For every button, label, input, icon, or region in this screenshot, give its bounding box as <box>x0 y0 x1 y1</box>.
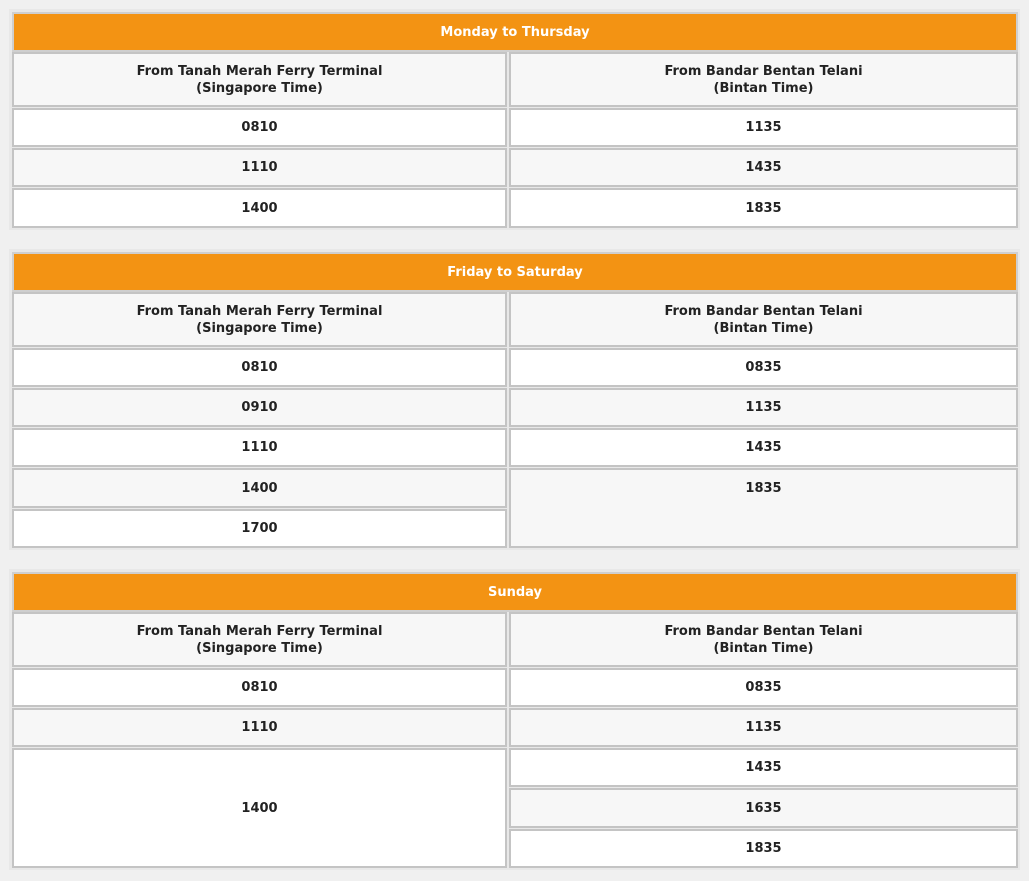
column-header-bintan <box>509 292 1018 347</box>
departure-time-cell: 0835 <box>509 348 1018 387</box>
departure-time-cell: 0910 <box>12 388 507 427</box>
column-header-line: From Tanah Merah Ferry Terminal <box>136 303 383 319</box>
column-header-bintan <box>509 612 1018 667</box>
departure-time-cell: 1400 <box>12 188 507 228</box>
departure-time-cell: 1400 <box>12 468 507 508</box>
table-title: Sunday <box>12 572 1018 612</box>
schedule-table-friday-saturday <box>9 249 1020 550</box>
column-header-line: From Bandar Bentan Telani <box>664 623 863 639</box>
column-header-singapore <box>12 52 507 107</box>
departure-time-cell: 1110 <box>12 428 507 467</box>
departure-time-cell: 1110 <box>12 148 507 187</box>
column-header-line: From Bandar Bentan Telani <box>664 303 863 319</box>
column-header-line: (Singapore Time) <box>196 320 323 336</box>
column-header-line: From Tanah Merah Ferry Terminal <box>136 623 383 639</box>
departure-time-cell: 1835 <box>509 468 1018 548</box>
schedule-table-monday-thursday <box>9 9 1020 230</box>
column-header-bintan <box>509 52 1018 107</box>
departure-time-cell: 1135 <box>509 388 1018 427</box>
departure-time-cell: 1110 <box>12 708 507 747</box>
departure-time-cell: 0810 <box>12 348 507 387</box>
column-header-line: (Singapore Time) <box>196 80 323 96</box>
departure-time-cell: 1835 <box>509 188 1018 228</box>
departure-time-cell: 1635 <box>509 788 1018 828</box>
column-header-line: (Bintan Time) <box>713 320 814 336</box>
column-header-line: (Singapore Time) <box>196 640 323 656</box>
departure-time-cell: 1435 <box>509 148 1018 187</box>
departure-time-cell: 0810 <box>12 668 507 707</box>
departure-time-cell: 0810 <box>12 108 507 147</box>
column-header-singapore <box>12 292 507 347</box>
column-header-line: (Bintan Time) <box>713 640 814 656</box>
departure-time-cell: 1835 <box>509 829 1018 868</box>
departure-time-cell: 1435 <box>509 748 1018 787</box>
column-header-line: From Bandar Bentan Telani <box>664 63 863 79</box>
departure-time-cell: 1700 <box>12 509 507 548</box>
column-header-line: From Tanah Merah Ferry Terminal <box>136 63 383 79</box>
departure-time-cell: 1135 <box>509 108 1018 147</box>
departure-time-cell: 1435 <box>509 428 1018 467</box>
departure-time-cell: 0835 <box>509 668 1018 707</box>
departure-time-cell: 1135 <box>509 708 1018 747</box>
departure-time-cell: 1400 <box>12 748 507 868</box>
schedule-table-sunday <box>9 569 1020 870</box>
table-title: Friday to Saturday <box>12 252 1018 292</box>
column-header-line: (Bintan Time) <box>713 80 814 96</box>
table-title: Monday to Thursday <box>12 12 1018 52</box>
column-header-singapore <box>12 612 507 667</box>
